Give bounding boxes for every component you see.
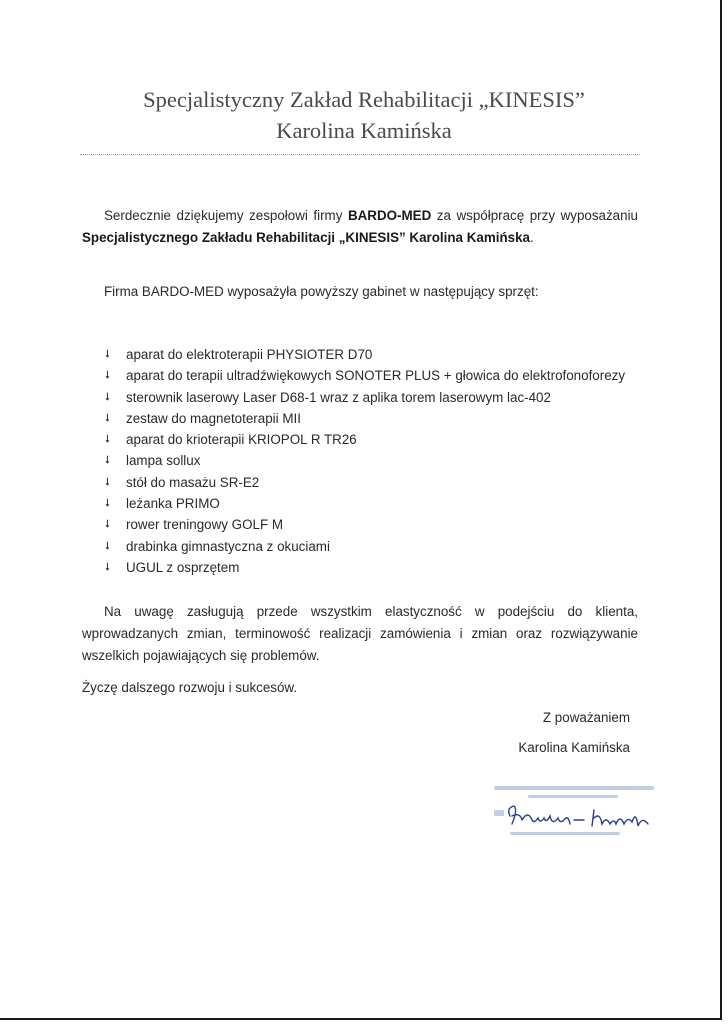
- thanks-text-3: .: [530, 230, 534, 245]
- company-name: BARDO-MED: [347, 208, 432, 223]
- thanks-text-1: Serdecznie dziękujemy zespołowi firmy: [104, 208, 348, 223]
- arrow-down-bullet-icon: ⭣: [105, 518, 111, 531]
- facility-name: Specjalistycznego Zakładu Rehabilitacji „KINESIS” Karolina Kamińska: [82, 230, 530, 245]
- list-item: ⭣ zestaw do magnetoterapii MII: [104, 408, 638, 429]
- list-item: ⭣ drabinka gimnastyczna z okuciami: [104, 536, 638, 557]
- arrow-down-bullet-icon: ⭣: [105, 475, 111, 488]
- equipment-intro: Firma BARDO-MED wyposażyła powyższy gabinet w następujący sprzęt:: [104, 284, 539, 299]
- list-item: ⭣ aparat do terapii ultradźwiękowych SONOTER PLUS + głowica do elektrofonoforezy: [104, 365, 638, 386]
- arrow-down-bullet-icon: ⭣: [105, 454, 111, 467]
- list-item: ⭣ leżanka PRIMO: [104, 493, 638, 514]
- letterhead-title: Specjalistyczny Zakład Rehabilitacji „KINESIS”: [143, 87, 585, 112]
- handwritten-signature: [509, 806, 648, 826]
- list-item: ⭣ aparat do elektroterapii PHYSIOTER D70: [104, 344, 638, 365]
- equipment-list: [104, 344, 638, 578]
- closing-phrase: Z poważaniem: [542, 710, 630, 725]
- arrow-down-bullet-icon: ⭣: [105, 411, 111, 424]
- letterhead-name: Karolina Kamińska: [276, 118, 452, 143]
- list-item: ⭣ UGUL z osprzętem: [104, 557, 638, 578]
- appreciation-paragraph: Na uwagę zasługują przede wszystkim elastyczność w podejściu do klienta, wprowadzanych zmian, terminowość realizacji zamówienia i zmian oraz rozwiązywanie wszelkich pojawiających się problemów.: [82, 604, 638, 663]
- arrow-down-bullet-icon: ⭣: [105, 497, 111, 510]
- list-item: ⭣ aparat do krioterapii KRIOPOL R TR26: [104, 429, 638, 450]
- arrow-down-bullet-icon: ⭣: [105, 539, 111, 552]
- thanks-paragraph: [82, 205, 638, 249]
- arrow-down-bullet-icon: ⭣: [105, 369, 111, 382]
- stamp-signature-image: [488, 780, 668, 852]
- arrow-down-bullet-icon: ⭣: [105, 390, 111, 403]
- arrow-down-bullet-icon: ⭣: [105, 560, 111, 573]
- company-stamp: [494, 786, 654, 835]
- letterhead: [60, 84, 668, 146]
- signer-name: Karolina Kamińska: [518, 740, 630, 755]
- arrow-down-bullet-icon: ⭣: [105, 433, 111, 446]
- header-divider: [80, 154, 640, 155]
- list-item: ⭣ stół do masażu SR-E2: [104, 472, 638, 493]
- list-item: ⭣ sterownik laserowy Laser D68-1 wraz z aplika torem laserowym lac-402: [104, 387, 638, 408]
- wishes-paragraph: Życzę dalszego rozwoju i sukcesów.: [82, 680, 298, 695]
- list-item: ⭣ rower treningowy GOLF M: [104, 514, 638, 535]
- list-item: ⭣ lampa sollux: [104, 450, 638, 471]
- arrow-down-bullet-icon: ⭣: [105, 348, 111, 360]
- thanks-text-2: za współpracę przy wyposażaniu: [431, 208, 638, 223]
